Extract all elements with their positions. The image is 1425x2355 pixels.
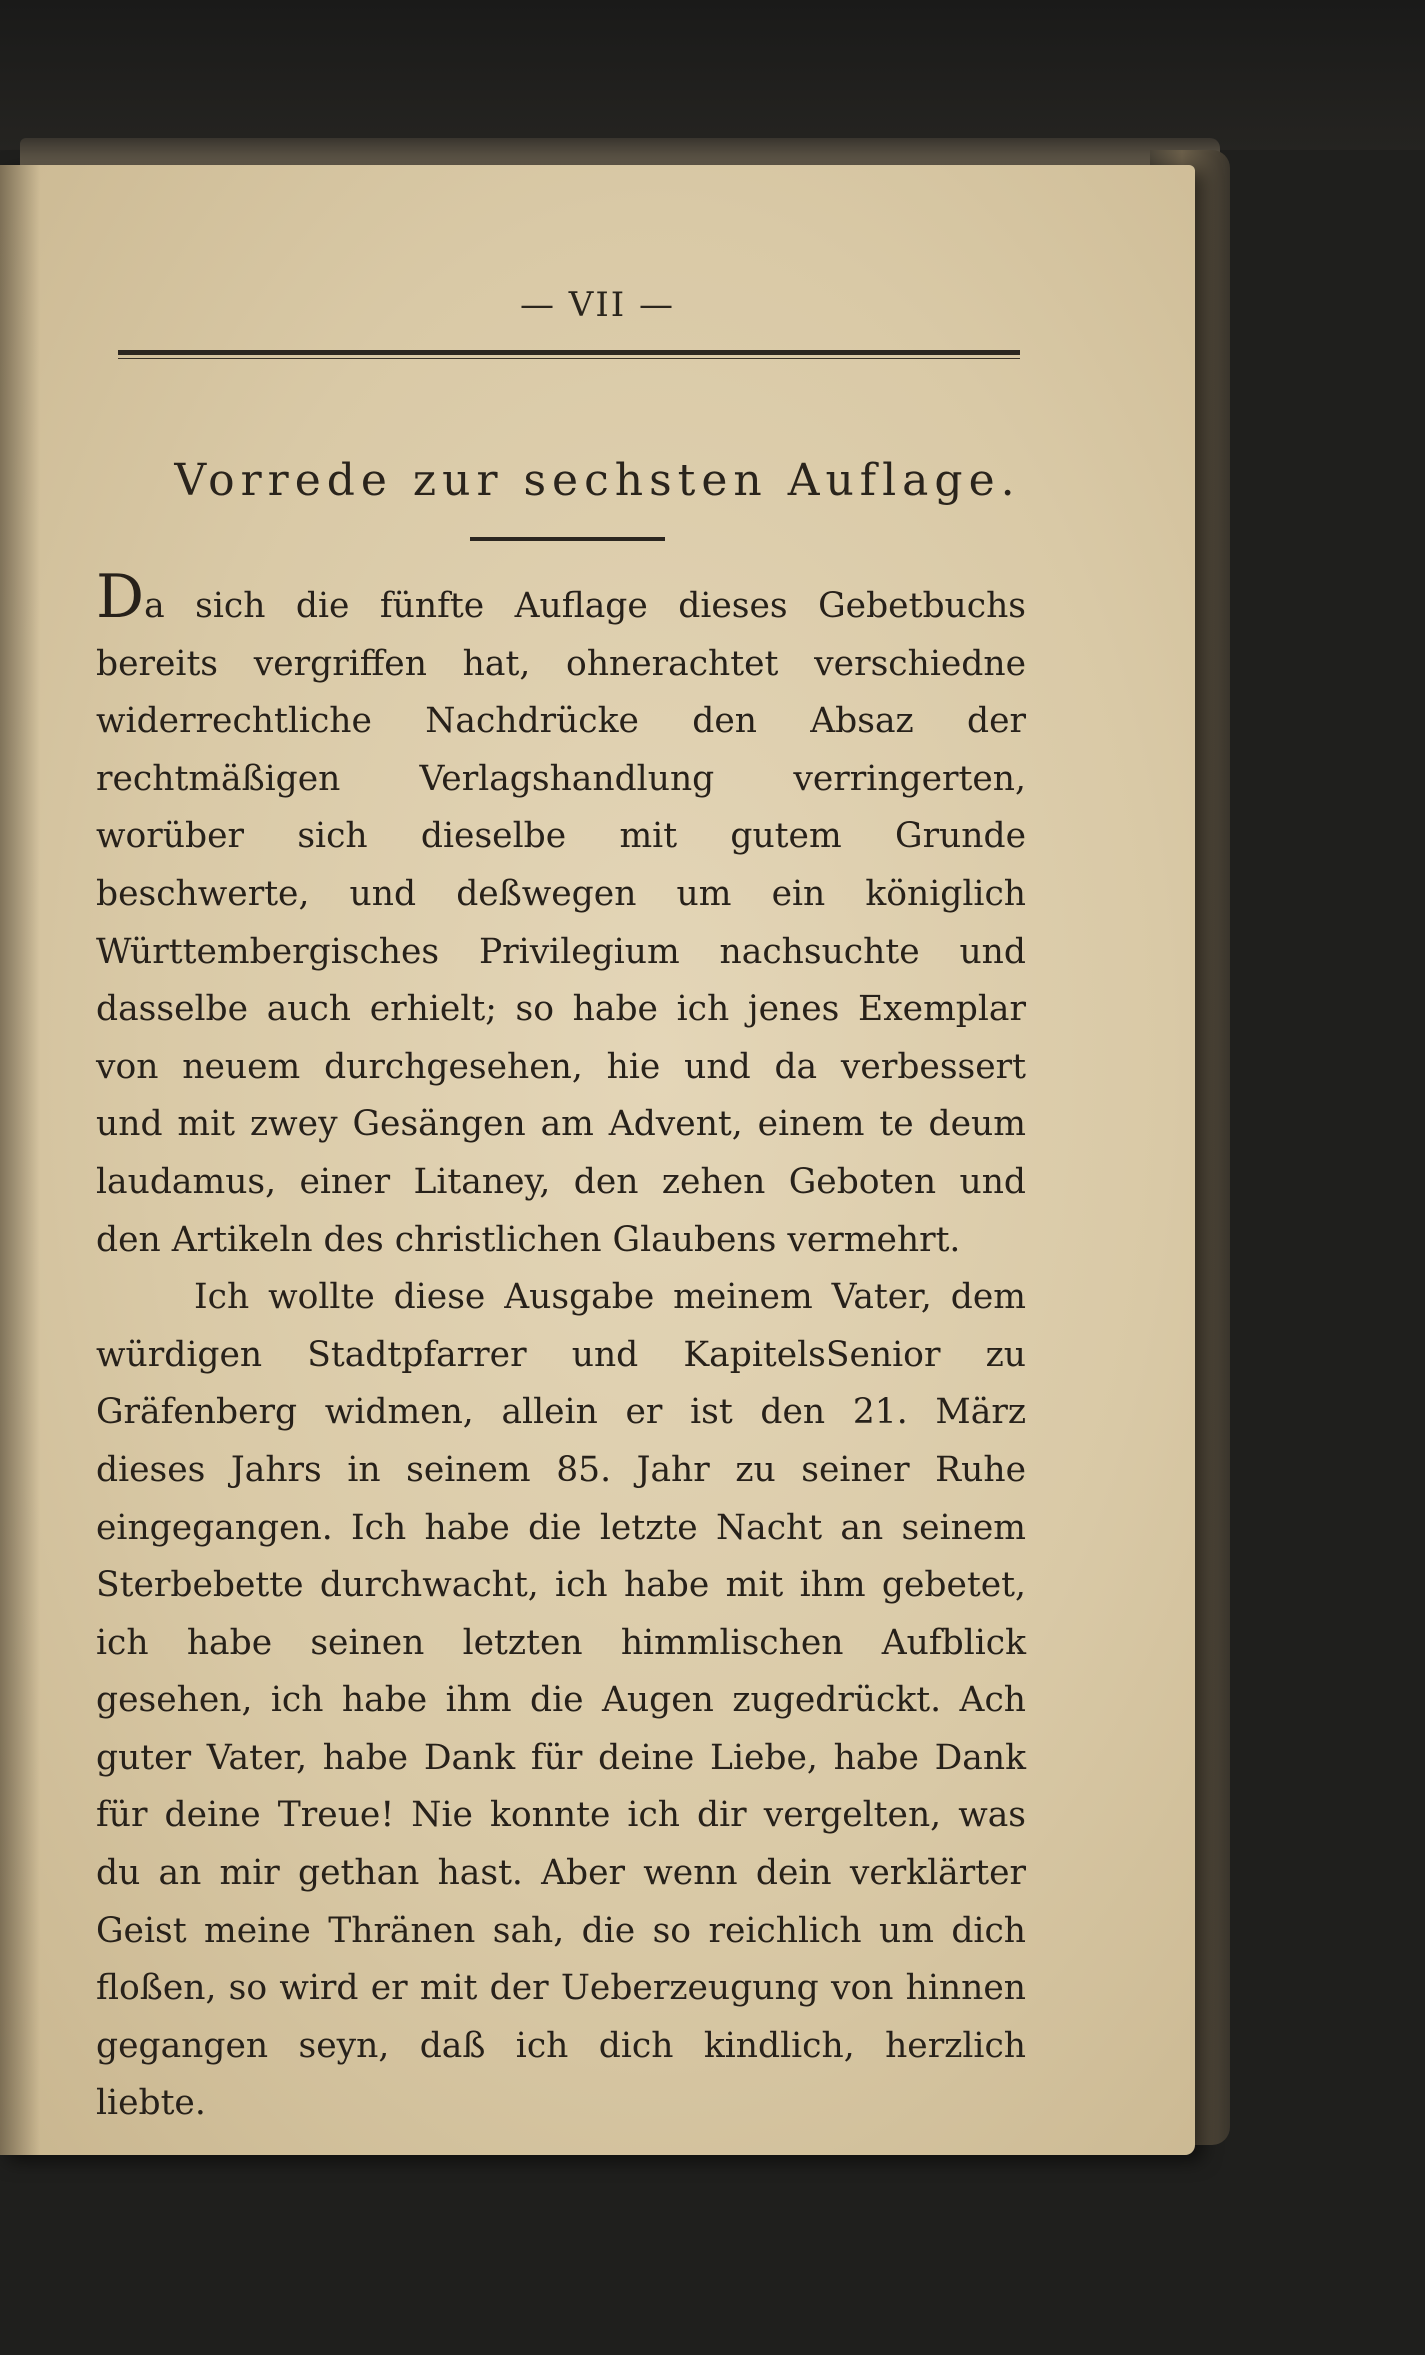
book-cover-edge [20, 138, 1220, 168]
paragraph-1: Da sich die fünfte Auflage dieses Gebetbuchs bereits vergriffen hat, ohnerachtet verschiedne widerrechtliche Nachdrücke den Absaz der rechtmäßigen Verlagshandlung verringerten, worüber sich dieselbe mit gutem Grunde beschwerte, und deßwegen um ein königlich Württembergisches Privilegium nachsuchte und dasselbe auch erhielt; so habe ich jenes Exemplar von neuem durchgesehen, hie und da verbessert und mit zwey Gesängen am Advent, einem te deum laudamus, einer Litaney, den zehen Geboten und den Artikeln des christlichen Glaubens vermehrt. [96, 562, 1026, 1260]
title-underline [470, 537, 665, 541]
body-text [96, 562, 1026, 2133]
page-number: — VII — [519, 285, 676, 325]
book-page [0, 165, 1195, 2155]
dark-background [0, 0, 1425, 150]
header-rule-thin [118, 358, 1020, 359]
header-rule [118, 350, 1020, 355]
paragraph-2: Ich wollte diese Ausgabe meinem Vater, dem würdigen Stadtpfarrer und KapitelsSenior zu Gräfenberg widmen, allein er ist den 21. März dieses Jahrs in seinem 85. Jahr zu seiner Ruhe eingegangen. Ich habe die letzte Nacht an seinem Sterbebette durchwacht, ich habe mit ihm gebetet, ich habe seinen letzten himmlischen Aufblick gesehen, ich habe ihm die Augen zugedrückt. Ach guter Vater, habe Dank für deine Liebe, habe Dank für deine Treue! Nie konnte ich dir vergelten, was du an mir gethan hast. Aber wenn dein verklärter Geist meine Thränen sah, die so reichlich um dich floßen, so wird er mit der Ueberzeugung von hinnen gegangen seyn, daß ich dich kindlich, herzlich liebte. [96, 1277, 1026, 2124]
section-title: Vorrede zur sechsten Auflage. [174, 455, 1021, 506]
